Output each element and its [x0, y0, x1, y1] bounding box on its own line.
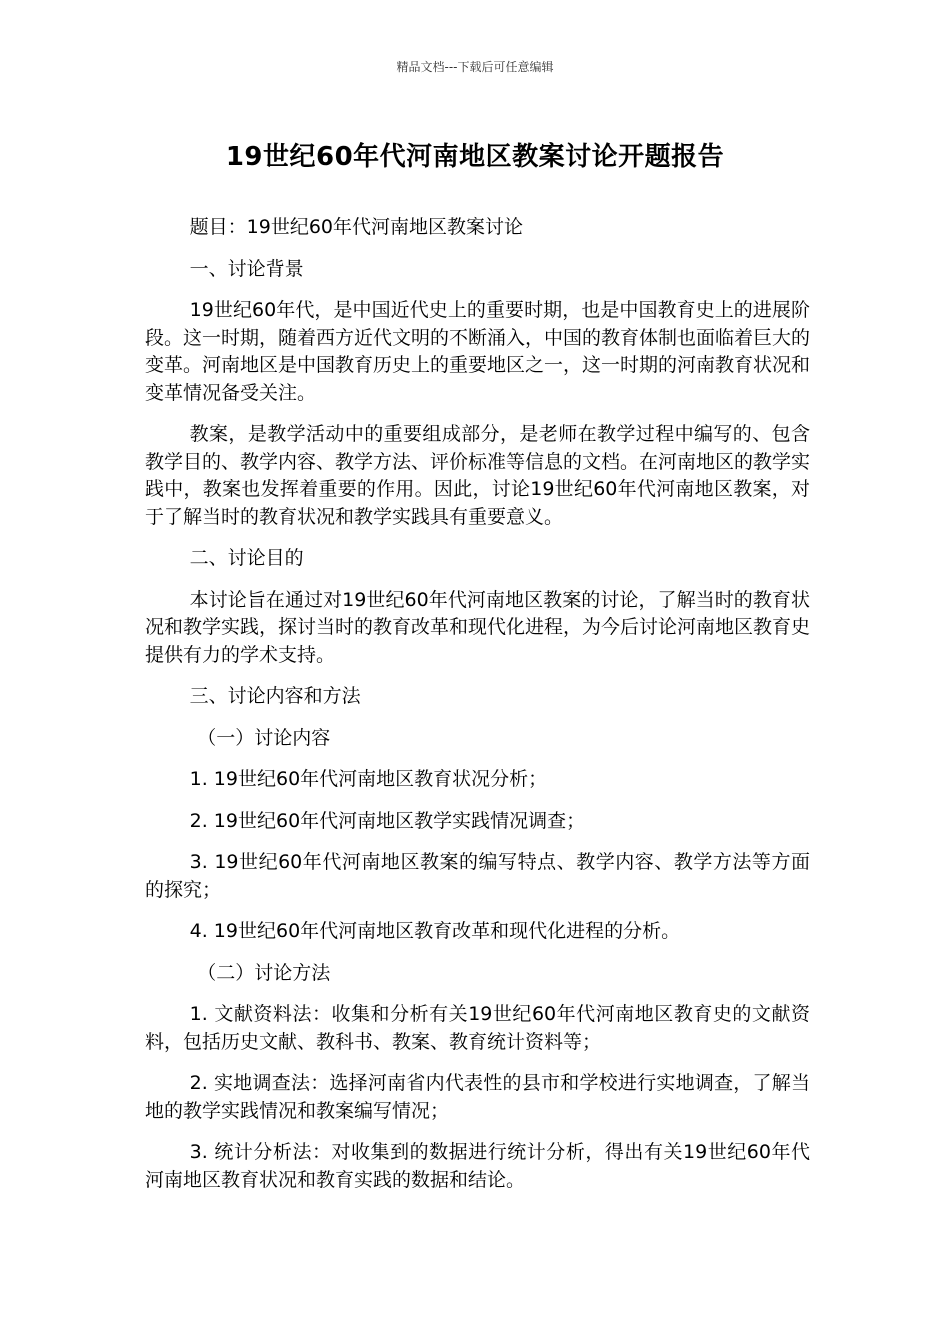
section-heading-content-method: 三、讨论内容和方法 [189, 685, 361, 707]
method-item-1: 1. 文献资料法：收集和分析有关19世纪60年代河南地区教育史的文献资料，包括历史文献、教科书、教案、教育统计资料等； [145, 1003, 810, 1053]
content-item-4: 4. 19世纪60年代河南地区教育改革和现代化进程的分析。 [189, 920, 681, 942]
section-heading-background: 一、讨论背景 [189, 257, 304, 280]
document-title: 19世纪60年代河南地区教案讨论开题报告 [225, 142, 725, 172]
topic-line: 题目：19世纪60年代河南地区教案讨论 [189, 216, 523, 238]
section-heading-purpose: 二、讨论目的 [189, 547, 304, 569]
background-paragraph-1: 19世纪60年代，是中国近代史上的重要时期，也是中国教育史上的进展阶段。这一时期，随着西方近代文明的不断涌入，中国的教育体制也面临着巨大的变革。河南地区是中国教育历史上的重要地区之一，这一时期的河南教育状况和变革情况备受关注。 [145, 299, 811, 404]
document-body [145, 214, 810, 1208]
subsection-heading-content: （一）讨论内容 [197, 726, 331, 749]
method-item-2: 2. 实地调查法：选择河南省内代表性的县市和学校进行实地调查，了解当地的教学实践情况和教案编写情况； [145, 1072, 810, 1122]
method-item-3: 3. 统计分析法：对收集到的数据进行统计分析，得出有关19世纪60年代河南地区教育状况和教育实践的数据和结论。 [145, 1141, 810, 1191]
content-item-3: 3. 19世纪60年代河南地区教案的编写特点、教学内容、教学方法等方面的探究； [145, 851, 810, 901]
header-note: 精品文档---下载后可任意编辑 [396, 60, 554, 74]
purpose-paragraph: 本讨论旨在通过对19世纪60年代河南地区教案的讨论，了解当时的教育状况和教学实践，探讨当时的教育改革和现代化进程，为今后讨论河南地区教育史提供有力的学术支持。 [145, 588, 811, 666]
background-paragraph-2: 教案，是教学活动中的重要组成部分，是老师在教学过程中编写的、包含教学目的、教学内容、教学方法、评价标准等信息的文档。在河南地区的教学实践中，教案也发挥着重要的作用。因此，讨论19世纪60年代河南地区教案，对于了解当时的教育状况和教学实践具有重要意义。 [145, 423, 811, 528]
content-item-1: 1. 19世纪60年代河南地区教育状况分析； [189, 768, 548, 790]
subsection-heading-method: （二）讨论方法 [197, 961, 331, 984]
content-item-2: 2. 19世纪60年代河南地区教学实践情况调查； [189, 809, 586, 832]
